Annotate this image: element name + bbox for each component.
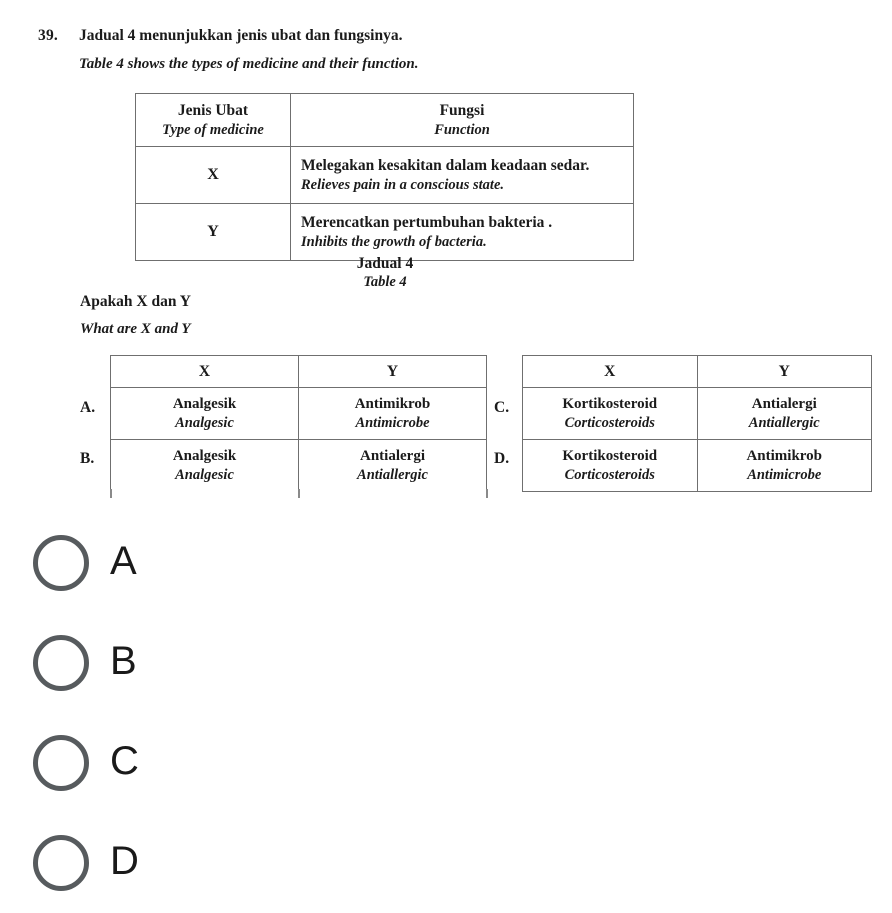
question-number: 39. (38, 27, 58, 44)
option-a-y-malay: Antimikrob (354, 395, 431, 412)
option-d-x-english: Corticosteroids (564, 466, 655, 483)
option-d-x (523, 440, 698, 492)
option-row-c (523, 388, 872, 440)
option-ab-header-x: X (111, 356, 299, 388)
option-d-y-english: Antimicrobe (747, 466, 822, 483)
option-row-b (111, 440, 487, 492)
option-row-d (523, 440, 872, 492)
radio-button-icon[interactable] (33, 835, 89, 891)
table-row (136, 204, 634, 261)
option-letter-b: B. (80, 450, 95, 467)
option-b-y-malay: Antialergi (360, 447, 425, 464)
option-header-row (523, 356, 872, 388)
option-c-x-english: Corticosteroids (564, 414, 655, 431)
table-row (136, 147, 634, 204)
option-a-y-english: Antimicrobe (355, 414, 430, 431)
option-letter-a: A. (80, 399, 96, 416)
option-c-y-english: Antiallergic (748, 414, 820, 431)
radio-button-icon[interactable] (33, 635, 89, 691)
question-stem-malay: Jadual 4 menunjukkan jenis ubat dan fungsinya. (79, 27, 403, 44)
option-d-x-malay: Kortikosteroid (562, 447, 658, 464)
option-ab-header-y: Y (299, 356, 487, 388)
question-stem-english: Table 4 shows the types of medicine and their function. (79, 56, 419, 72)
option-c-x (523, 388, 698, 440)
header-type-malay: Jenis Ubat (177, 102, 249, 119)
question-prompt-malay: Apakah X dan Y (80, 293, 191, 310)
answer-choice-a[interactable] (0, 512, 892, 612)
header-cell-function (291, 94, 634, 147)
function-y-malay: Merencatkan pertumbuhan bakteria . (301, 213, 553, 231)
table-caption (285, 254, 485, 292)
answer-choice-list (0, 512, 892, 912)
header-function-english: Function (434, 121, 490, 138)
row-function-x (291, 147, 634, 204)
option-a-x (111, 388, 299, 440)
table-edge-stub-right (486, 489, 488, 498)
table-edge-stub-left (110, 489, 112, 498)
header-function-malay: Fungsi (439, 102, 485, 119)
option-c-y-malay: Antialergi (751, 395, 817, 412)
answer-choice-d[interactable] (0, 812, 892, 912)
option-d-y-malay: Antimikrob (746, 447, 823, 464)
option-letter-d: D. (494, 450, 510, 467)
function-y-english: Inhibits the growth of bacteria. (301, 234, 487, 251)
scan-cutoff-mask (104, 489, 496, 513)
option-letter-c: C. (494, 399, 510, 416)
option-b-y (299, 440, 487, 492)
option-a-x-english: Analgesic (175, 414, 234, 431)
answer-choice-b[interactable] (0, 612, 892, 712)
option-c-x-malay: Kortikosteroid (562, 395, 658, 412)
answer-choice-label: B (110, 639, 137, 683)
caption-english: Table 4 (363, 274, 407, 291)
answer-choice-label: C (110, 739, 139, 783)
row-type-x: X (136, 147, 291, 204)
option-a-y (299, 388, 487, 440)
radio-button-icon[interactable] (33, 535, 89, 591)
radio-button-icon[interactable] (33, 735, 89, 791)
option-cd-header-y: Y (697, 356, 872, 388)
option-row-a (111, 388, 487, 440)
row-function-y (291, 204, 634, 261)
option-table-cd (522, 355, 872, 492)
header-cell-type (136, 94, 291, 147)
answer-choice-c[interactable] (0, 712, 892, 812)
caption-malay: Jadual 4 (356, 255, 414, 272)
option-header-row (111, 356, 487, 388)
option-b-x-malay: Analgesik (172, 447, 237, 464)
row-type-y: Y (136, 204, 291, 261)
option-table-ab (110, 355, 487, 492)
option-a-x-malay: Analgesik (172, 395, 237, 412)
function-x-malay: Melegakan kesakitan dalam keadaan sedar. (301, 156, 590, 174)
option-b-y-english: Antiallergic (357, 466, 428, 483)
option-c-y (697, 388, 872, 440)
option-b-x (111, 440, 299, 492)
header-type-english: Type of medicine (162, 121, 264, 138)
option-cd-header-x: X (523, 356, 698, 388)
option-d-y (697, 440, 872, 492)
table-edge-stub-middle (298, 489, 300, 498)
question-prompt-english: What are X and Y (80, 321, 191, 337)
function-x-english: Relieves pain in a conscious state. (301, 177, 504, 194)
medicine-table (135, 93, 634, 261)
option-b-x-english: Analgesic (175, 466, 234, 483)
table-header-row (136, 94, 634, 147)
answer-choice-label: A (110, 539, 137, 583)
answer-choice-label: D (110, 839, 139, 883)
